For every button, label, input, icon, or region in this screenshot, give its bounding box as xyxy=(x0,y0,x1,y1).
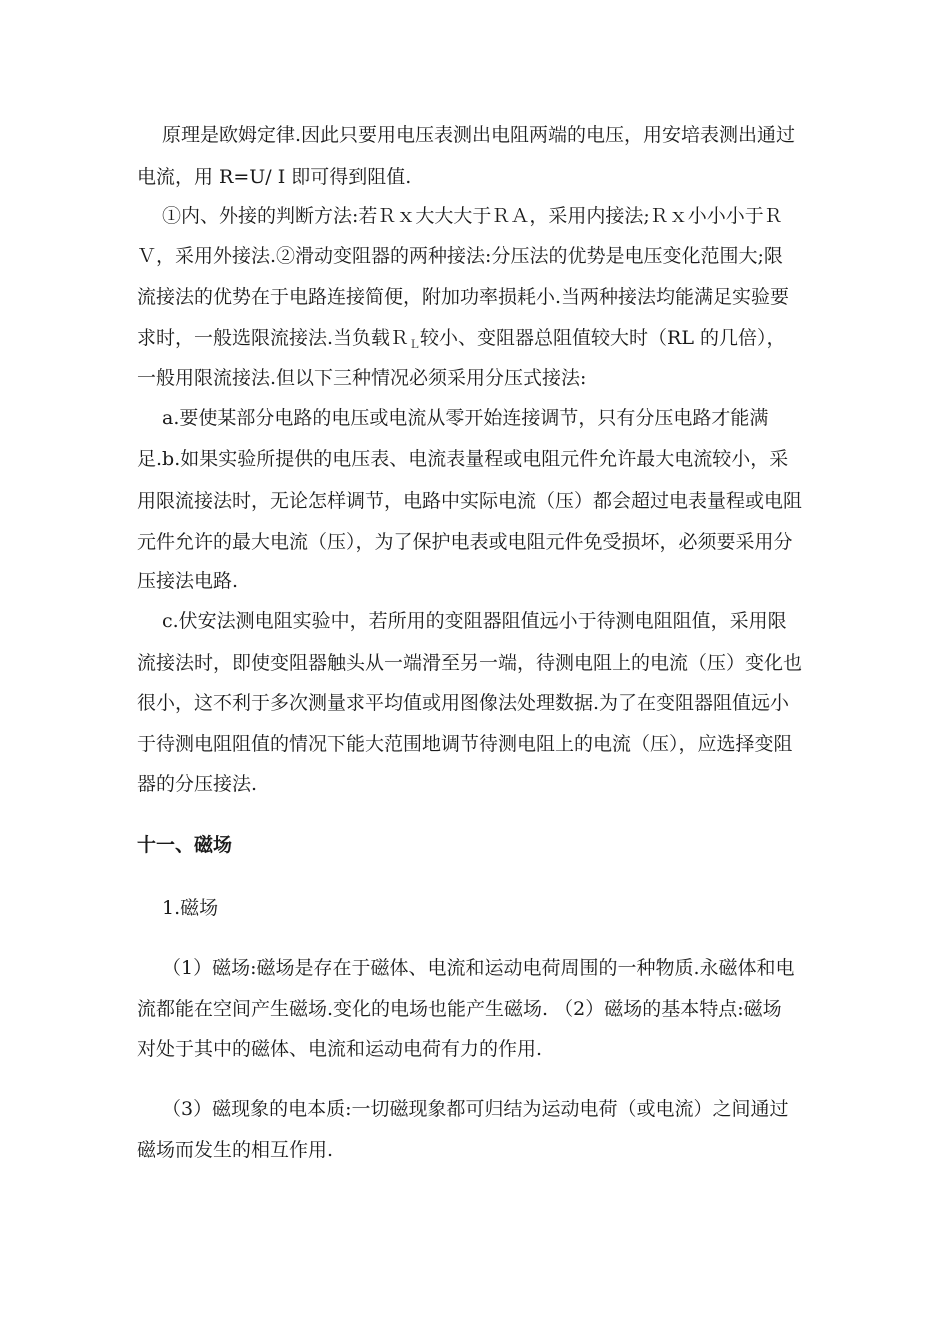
text-line: 压接法电路. xyxy=(137,570,239,592)
section-heading: 十一、磁场 xyxy=(137,834,233,856)
text-line: 磁场而发生的相互作用. xyxy=(137,1139,334,1161)
text-line: 电流，用 R=U/ I 即可得到阻值. xyxy=(137,166,412,188)
text-line: c.伏安法测电阻实验中，若所用的变阻器阻值远小于待测电阻阻值，采用限 xyxy=(162,610,787,632)
text-line: 器的分压接法. xyxy=(137,773,258,795)
text-line: 流接法的优势在于电路连接简便，附加功率损耗小.当两种接法均能满足实验要 xyxy=(137,286,790,308)
text-line: Ｖ，采用外接法.②滑动变阻器的两种接法:分压法的优势是电压变化范围大;限 xyxy=(137,245,783,267)
text-line: ①内、外接的判断方法:若Ｒｘ大大大于ＲＡ，采用内接法;Ｒｘ小小小于Ｒ xyxy=(162,205,783,227)
text-line: 很小，这不利于多次测量求平均值或用图像法处理数据.为了在变阻器阻值远小 xyxy=(137,692,790,714)
text-line: 原理是欧姆定律.因此只要用电压表测出电阻两端的电压，用安培表测出通过 xyxy=(162,124,796,146)
text-line: 用限流接法时，无论怎样调节，电路中实际电流（压）都会超过电表量程或电阻 xyxy=(137,490,803,512)
text-segment: 较小、变阻器总阻值较大时（RL 的几倍）， xyxy=(420,327,786,349)
text-line: a.要使某部分电路的电压或电流从零开始连接调节，只有分压电路才能满 xyxy=(162,407,769,429)
text-segment: 求时，一般选限流接法.当负载Ｒ xyxy=(137,327,410,349)
text-line: 一般用限流接法.但以下三种情况必须采用分压式接法: xyxy=(137,367,587,389)
text-line: 流接法时，即使变阻器触头从一端滑至另一端，待测电阻上的电流（压）变化也 xyxy=(137,652,803,674)
text-line: （3）磁现象的电本质:一切磁现象都可归结为运动电荷（或电流）之间通过 xyxy=(162,1098,789,1120)
subscript-l: Ｌ xyxy=(409,338,421,351)
text-line: 于待测电阻阻值的情况下能大范围地调节待测电阻上的电流（压），应选择变阻 xyxy=(137,733,793,755)
text-line: （1）磁场:磁场是存在于磁体、电流和运动电荷周围的一种物质.永磁体和电 xyxy=(162,957,795,979)
text-line: 流都能在空间产生磁场.变化的电场也能产生磁场. （2）磁场的基本特点:磁场 xyxy=(137,998,782,1020)
text-line: 足.b.如果实验所提供的电压表、电流表量程或电阻元件允许最大电流较小，采 xyxy=(137,448,789,470)
subsection-heading: 1.磁场 xyxy=(162,897,219,919)
text-line: 元件允许的最大电流（压），为了保护电表或电阻元件免受损坏，必须要采用分 xyxy=(137,531,793,553)
text-line xyxy=(137,326,786,353)
text-line: 对处于其中的磁体、电流和运动电荷有力的作用. xyxy=(137,1038,543,1060)
